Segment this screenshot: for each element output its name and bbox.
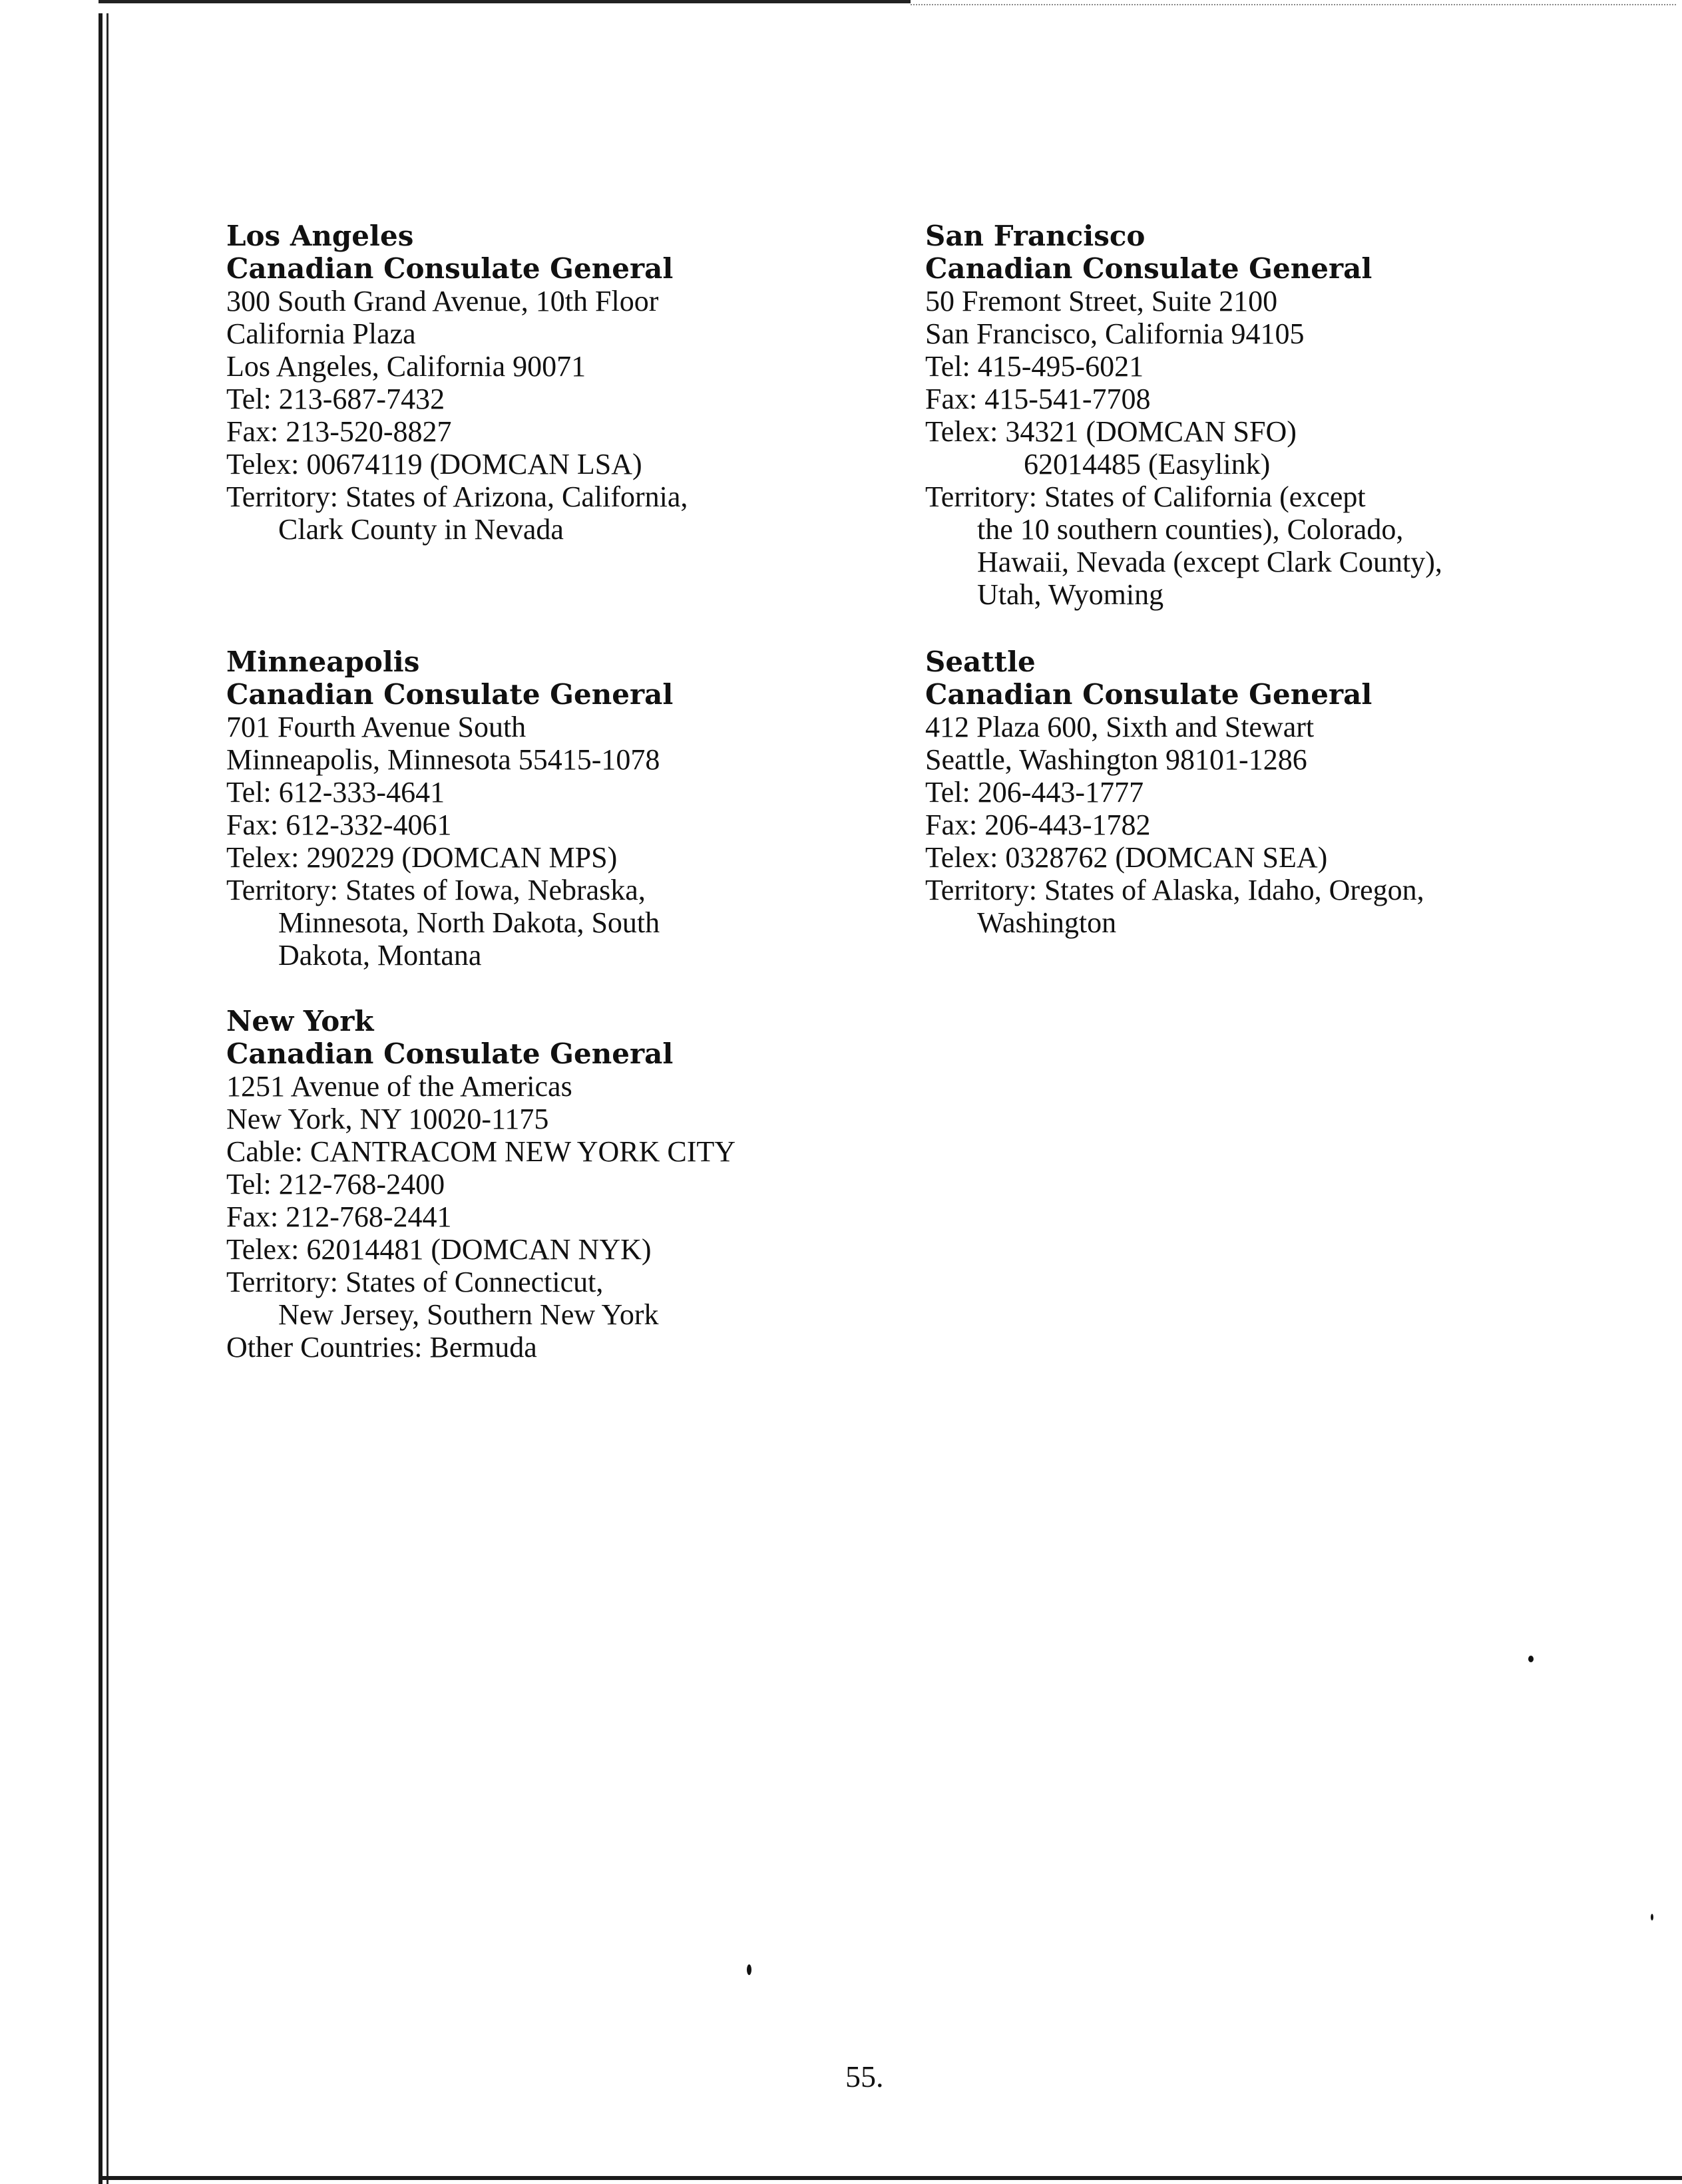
scan-speck (1528, 1656, 1534, 1662)
tel-line: Tel: 415-495-6021 (925, 350, 1144, 383)
city-heading: San Francisco (925, 220, 1146, 252)
consulate-entry-los-angeles (226, 220, 688, 546)
organization-name: Canadian Consulate General (226, 252, 674, 285)
territory-line: Territory: States of Alaska, Idaho, Oregon, (925, 874, 1424, 906)
telex-line: Telex: 34321 (DOMCAN SFO) (925, 415, 1297, 448)
address-line: Los Angeles, California 90071 (226, 350, 586, 383)
organization-name: Canadian Consulate General (925, 678, 1372, 711)
address-line: San Francisco, California 94105 (925, 317, 1305, 350)
territory-line: the 10 southern counties), Colorado, (977, 513, 1404, 546)
address-line: 50 Fremont Street, Suite 2100 (925, 285, 1278, 317)
tel-line: Tel: 612-333-4641 (226, 776, 445, 809)
tel-line: Tel: 213-687-7432 (226, 383, 445, 415)
city-heading: Los Angeles (226, 220, 414, 252)
consulate-entry-new-york (226, 1005, 736, 1364)
territory-line: Territory: States of Arizona, California, (226, 480, 688, 513)
scan-top-edge (99, 0, 911, 3)
telex-line: Telex: 290229 (DOMCAN MPS) (226, 841, 618, 874)
organization-name: Canadian Consulate General (226, 1037, 674, 1070)
territory-line: Clark County in Nevada (278, 513, 564, 546)
address-line: Minneapolis, Minnesota 55415-1078 (226, 743, 660, 776)
fax-line: Fax: 612-332-4061 (226, 809, 452, 841)
tel-line: Tel: 206-443-1777 (925, 776, 1144, 809)
scan-binding-rule-outer (99, 13, 103, 2184)
scan-speck (747, 1964, 751, 1975)
tel-line: Tel: 212-768-2400 (226, 1168, 445, 1200)
territory-line: Territory: States of California (except (925, 480, 1366, 513)
city-heading: Minneapolis (226, 645, 420, 678)
cable-line: Cable: CANTRACOM NEW YORK CITY (226, 1135, 736, 1168)
consulate-entry-san-francisco (925, 220, 1442, 611)
telex-line: Telex: 0328762 (DOMCAN SEA) (925, 841, 1328, 874)
territory-line: New Jersey, Southern New York (278, 1298, 659, 1331)
telex-line: 62014485 (Easylink) (1024, 448, 1271, 480)
address-line: 1251 Avenue of the Americas (226, 1070, 572, 1103)
scan-bottom-edge (99, 2176, 1682, 2180)
address-line: Seattle, Washington 98101-1286 (925, 743, 1307, 776)
page-number: 55. (845, 2060, 884, 2093)
other-countries-line: Other Countries: Bermuda (226, 1331, 537, 1364)
scan-binding-rule-inner (106, 13, 108, 2184)
territory-line: Washington (977, 906, 1117, 939)
territory-line: Territory: States of Connecticut, (226, 1266, 604, 1298)
organization-name: Canadian Consulate General (925, 252, 1372, 285)
fax-line: Fax: 212-768-2441 (226, 1200, 452, 1233)
fax-line: Fax: 206-443-1782 (925, 809, 1151, 841)
territory-line: Hawaii, Nevada (except Clark County), (977, 546, 1442, 578)
telex-line: Telex: 62014481 (DOMCAN NYK) (226, 1233, 652, 1266)
territory-line: Dakota, Montana (278, 939, 482, 972)
territory-line: Territory: States of Iowa, Nebraska, (226, 874, 646, 906)
city-heading: Seattle (925, 645, 1036, 678)
address-line: California Plaza (226, 317, 416, 350)
scan-speck (1651, 1914, 1653, 1920)
fax-line: Fax: 415-541-7708 (925, 383, 1151, 415)
scan-top-dotted-edge (911, 4, 1676, 7)
territory-line: Minnesota, North Dakota, South (278, 906, 660, 939)
territory-line: Utah, Wyoming (977, 578, 1164, 611)
consulate-entry-seattle (925, 645, 1424, 939)
consulate-entry-minneapolis (226, 645, 673, 972)
address-line: New York, NY 10020-1175 (226, 1103, 549, 1135)
city-heading: New York (226, 1005, 374, 1037)
organization-name: Canadian Consulate General (226, 678, 674, 711)
fax-line: Fax: 213-520-8827 (226, 415, 452, 448)
address-line: 701 Fourth Avenue South (226, 711, 526, 743)
address-line: 300 South Grand Avenue, 10th Floor (226, 285, 659, 317)
address-line: 412 Plaza 600, Sixth and Stewart (925, 711, 1315, 743)
telex-line: Telex: 00674119 (DOMCAN LSA) (226, 448, 642, 480)
